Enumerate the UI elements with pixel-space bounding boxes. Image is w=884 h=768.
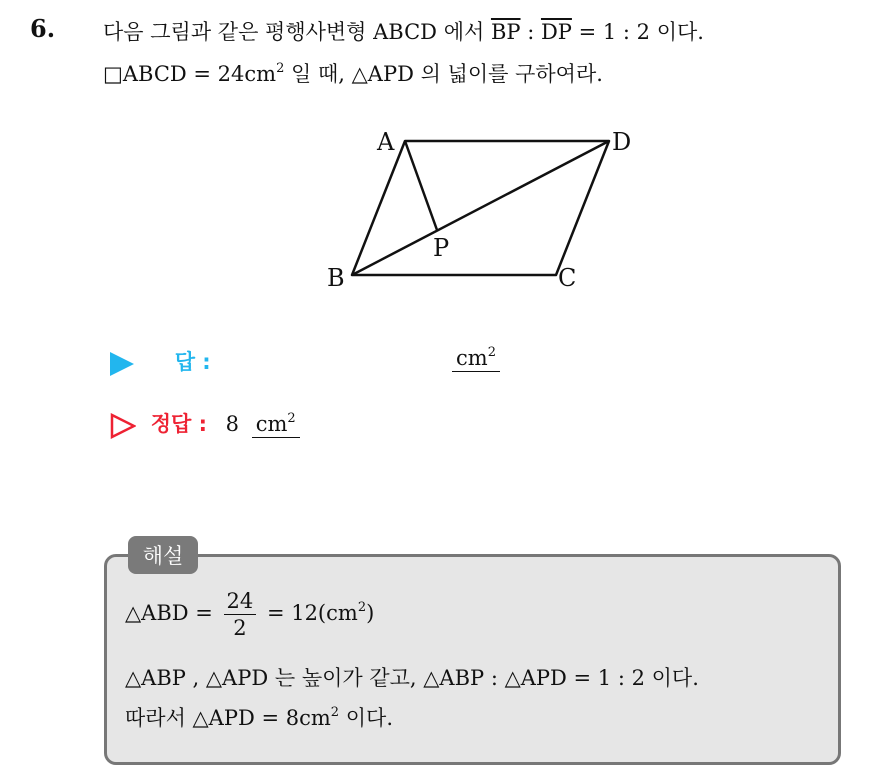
correct-answer-row — [110, 408, 300, 439]
explanation-exponent-3: 2 — [330, 705, 340, 720]
parallelogram-figure — [0, 0, 884, 330]
segment-dp: $\overline{DP}$ — [540, 20, 572, 44]
vertex-label-a: A — [377, 128, 395, 156]
explanation-text-1c: ) — [366, 601, 375, 625]
explanation-text-3a: 따라서 △APD = 8cm — [125, 706, 331, 730]
vertex-label-c: C — [558, 264, 577, 292]
explanation-line-1 — [125, 588, 374, 641]
fraction-denominator: 2 — [233, 616, 247, 640]
correct-answer-unit: $cm^2$ — [252, 412, 300, 438]
area-exponent: 2 — [276, 61, 285, 76]
answer-blank[interactable] — [452, 346, 500, 370]
fraction — [224, 588, 257, 641]
explanation-line-3 — [125, 702, 393, 732]
vertex-label-b: B — [327, 264, 345, 292]
answer-unit: $cm^2$ — [452, 346, 500, 372]
question-text-1a: 다음 그림과 같은 평행사변형 ABCD 에서 — [103, 20, 491, 44]
explanation-line-2: △ABP , △APD 는 높이가 같고, △ABP : △APD = 1 : 2 이다. — [125, 666, 699, 690]
explanation-text-1b: = 12(cm — [260, 601, 358, 625]
outline-triangle-icon — [110, 413, 136, 439]
explanation-box — [104, 554, 841, 765]
correct-answer-label: 정답 : — [150, 412, 207, 436]
segment-ap — [405, 141, 437, 230]
question-number: 6. — [30, 14, 56, 43]
ratio-colon: : — [520, 20, 541, 44]
play-triangle-icon — [110, 352, 134, 376]
diagonal-bd — [352, 141, 609, 275]
explanation-tag: 해설 — [128, 536, 198, 574]
explanation-text-3b: 이다. — [339, 706, 394, 730]
answer-label: 답 : — [174, 350, 211, 374]
explanation-exponent-1: 2 — [357, 600, 367, 615]
question-text-1b: = 1 : 2 이다. — [571, 20, 704, 44]
segment-bp: $\overline{BP}$ — [490, 20, 521, 44]
explanation-text-1a: △ABD = — [125, 601, 220, 625]
vertex-label-d: D — [612, 128, 632, 156]
fraction-numerator: 24 — [224, 588, 257, 615]
correct-answer-value: 8 — [225, 412, 240, 436]
question-text-2b: 일 때, △APD 의 넓이를 구하여라. — [284, 62, 603, 86]
question-text-2a: □ABCD = 24cm — [103, 62, 277, 86]
answer-row — [110, 346, 211, 376]
point-label-p: P — [433, 234, 450, 262]
